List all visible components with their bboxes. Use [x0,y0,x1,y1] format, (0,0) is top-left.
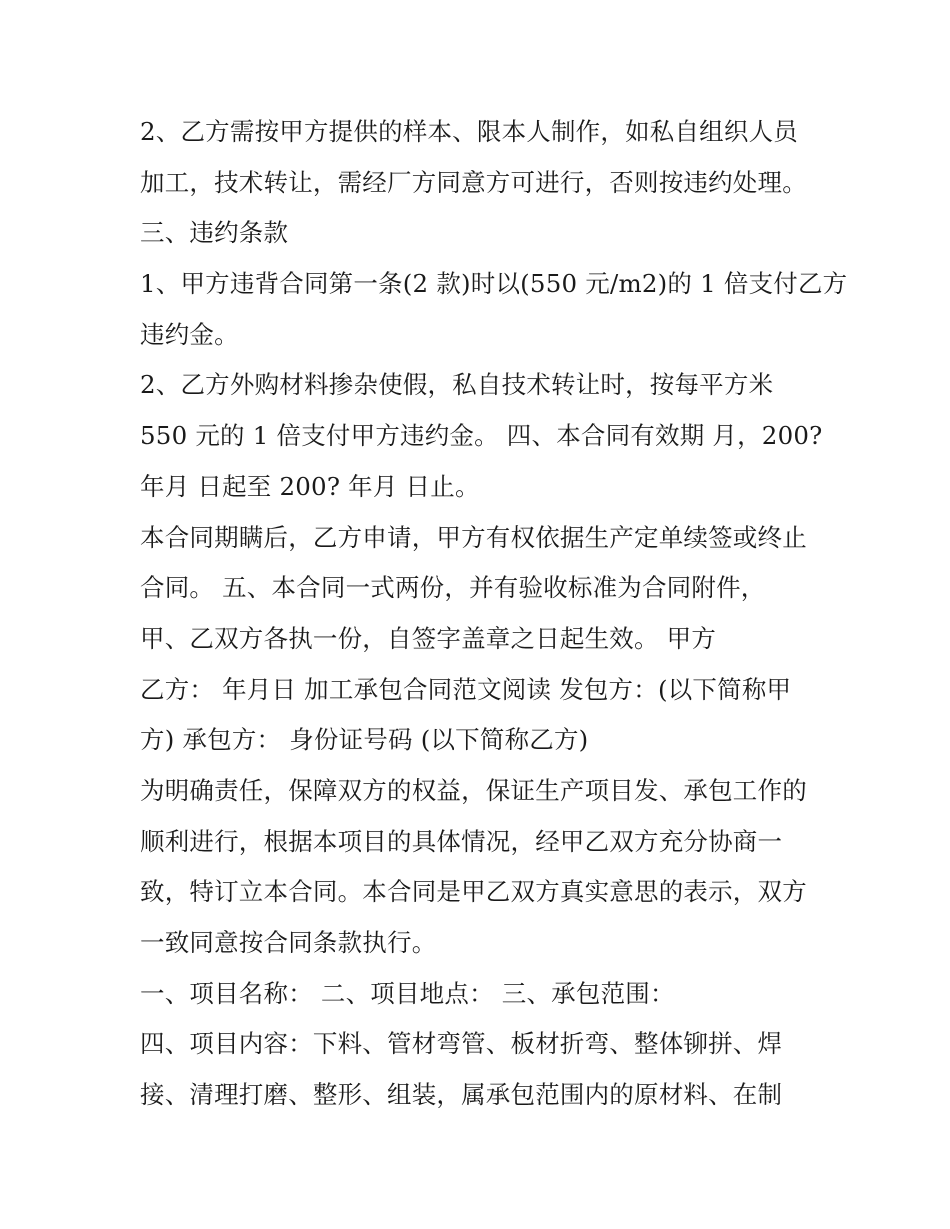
text-line: 一致同意按合同条款执行。 [140,928,437,957]
text-line: 顺利进行，根据本项目的具体情况，经甲乙双方充分协商一 [140,826,783,856]
text-line: 合同。 五、本合同一式两份，并有验收标准为合同附件， [140,573,766,603]
section-heading: 三、违约条款 [140,218,289,248]
text-line: 乙方： 年月日 加工承包合同范文阅读 发包方：(以下简称甲 [140,674,792,704]
text-line: 违约金。 [140,319,239,349]
text-line: 年月 日起至 200? 年月 日止。 [140,471,480,501]
text-line: 2、乙方外购材料掺杂使假，私自技术转让时，按每平方米 [140,370,774,400]
text-line: 550 元的 1 倍支付甲方违约金。 四、本合同有效期 月，200? [140,421,823,451]
text-line: 为明确责任，保障双方的权益，保证生产项目发、承包工作的 [140,775,807,805]
text-line: 一、项目名称： 二、项目地点： 三、承包范围： [140,978,675,1008]
text-line: 2、乙方需按甲方提供的样本、限本人制作，如私自组织人员 [140,117,798,146]
text-line: 甲、乙双方各执一份，自签字盖章之日起生效。 甲方 [140,623,717,653]
text-line: 本合同期瞒后，乙方申请，甲方有权依据生产定单续签或终止 [140,522,807,552]
text-line: 方) 承包方： 身份证号码 (以下简称乙方) [140,725,589,755]
text-line: 1、甲方违背合同第一条(2 款)时以(550 元/m2)的 1 倍支付乙方 [140,269,848,299]
text-line: 四、项目内容：下料、管材弯管、板材折弯、整体铆拼、焊 [140,1029,783,1059]
text-line: 加工，技术转让，需经厂方同意方可进行，否则按违约处理。 [140,167,807,197]
contract-text [140,107,848,1121]
text-line: 致，特订立本合同。本合同是甲乙双方真实意思的表示，双方 [140,877,807,907]
text-line: 接、清理打磨、整形、组装，属承包范围内的原材料、在制 [140,1080,783,1110]
